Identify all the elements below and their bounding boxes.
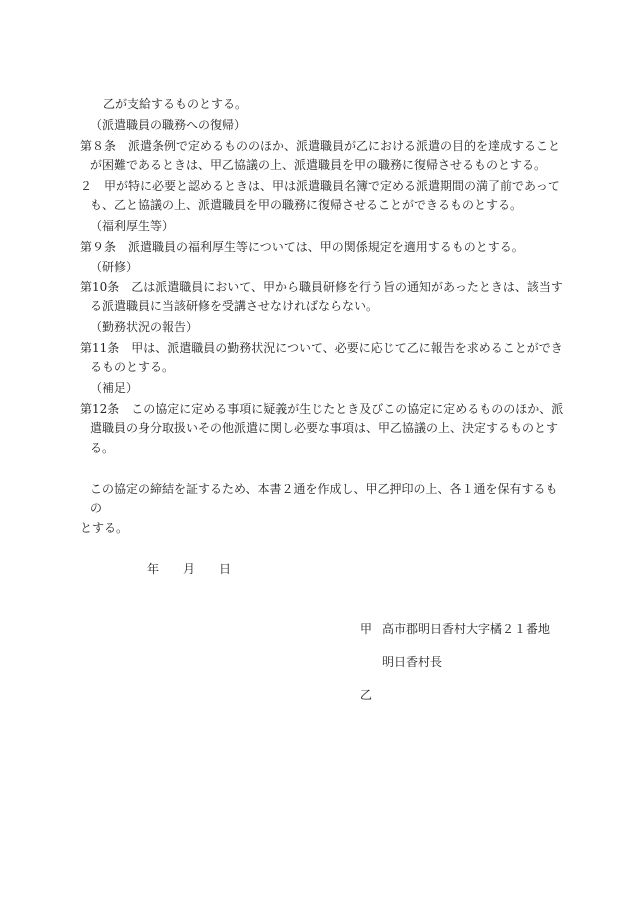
body-line-1: 乙が支給するものとする。 — [103, 97, 248, 111]
article-8-para2-line-1: ２ 甲が特に必要と認めるときは、甲は派遣職員名簿で定める派遣期間の満了前であって — [80, 179, 560, 193]
party-a-address: 高市郡明日香村大字橘２１番地 — [382, 622, 551, 636]
heading-training: （研修） — [90, 260, 139, 274]
heading-supplement: （補足） — [90, 381, 139, 395]
closing-line-1: この協定の締結を証するため、本書２通を作成し、甲乙押印の上、各１通を保有するも — [90, 482, 558, 496]
heading-welfare: （福利厚生等） — [90, 219, 175, 233]
article-10-line-2: る派遣職員に当該研修を受講させなければならない。 — [90, 299, 379, 313]
closing-line-2: の — [90, 501, 103, 515]
date-line: 年 月 日 — [147, 562, 232, 576]
article-12-line-1: 第12条 この協定に定める事項に疑義が生じたとき及びこの協定に定めるもののほか、派 — [80, 402, 564, 416]
article-8-line-2: が困難であるときは、甲乙協議の上、派遣職員を甲の職務に復帰させるものとする。 — [90, 158, 547, 172]
party-b-label: 乙 — [360, 688, 373, 702]
party-a-label: 甲 — [360, 622, 373, 636]
article-8-para2-line-2: も、乙と協議の上、派遣職員を甲の職務に復帰させることができるものとする。 — [90, 198, 523, 212]
article-12-line-2: 遣職員の身分取扱いその他派遣に関し必要な事項は、甲乙協議の上、決定するものとす — [90, 421, 559, 435]
heading-work-status-report: （勤務状況の報告） — [90, 320, 199, 334]
closing-line-3: とする。 — [80, 521, 129, 535]
article-11-line-2: るものとする。 — [90, 360, 175, 374]
article-8-line-1: 第８条 派遣条例で定めるもののほか、派遣職員が乙における派遣の目的を達成すること — [80, 139, 561, 153]
article-9-line-1: 第９条 派遣職員の福利厚生等については、甲の関係規定を適用するものとする。 — [80, 240, 524, 254]
article-10-line-1: 第10条 乙は派遣職員において、甲から職員研修を行う旨の通知があったときは、該当す — [80, 280, 563, 294]
party-a-title: 明日香村長 — [382, 655, 443, 669]
article-12-line-3: る。 — [90, 441, 115, 455]
heading-return-to-duty: （派遣職員の職務への復帰） — [90, 118, 247, 132]
article-11-line-1: 第11条 甲は、派遣職員の勤務状況について、必要に応じて乙に報告を求めることができ — [80, 341, 563, 355]
